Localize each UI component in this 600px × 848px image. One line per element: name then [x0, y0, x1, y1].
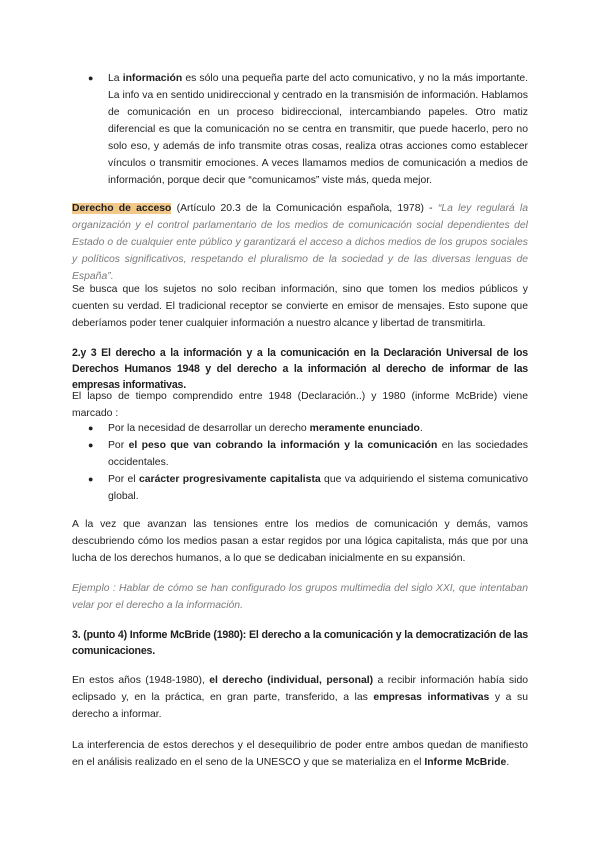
paragraph: Se busca que los sujetos no solo reciban información, sino que tomen los medios públicos y cuenten su verdad. El tradicional receptor se convierte en emisor de mensajes. Esto supone que deberíamos poder tener cualquier información a nuestro alcance y libertad de transmitirla. — [72, 284, 528, 329]
intro-bullet-list — [88, 70, 528, 189]
bullet-icon: ● — [88, 474, 94, 484]
highlighted-term: Derecho de acceso — [72, 203, 172, 214]
section-heading: 3. (punto 4) Informe McBride (1980): El derecho a la comunicación y la democratización de las comunicaciones. — [72, 629, 528, 657]
bullet-list — [88, 420, 528, 505]
paragraph: A la vez que avanzan las tensiones entre los medios de comunicación y demás, vamos descubriendo cómo los medios pasan a estar regidos por una lógica capitalista, más que por una lucha de los derechos humanos, a lo que se dedicaban inicialmente en su expansión. — [72, 519, 528, 564]
list-item: ● Por el carácter progresivamente capitalista que va adquiriendo el sistema comunicativo global. — [88, 471, 528, 505]
bullet-icon: ● — [88, 73, 94, 83]
bullet-icon: ● — [88, 423, 94, 433]
bullet-icon: ● — [88, 440, 94, 450]
section-heading: 2.y 3 El derecho a la información y a la comunicación en la Declaración Universal de los Derechos Humanos 1948 y del derecho a la información al derecho de informar de las empresas informativas. — [72, 347, 528, 391]
paragraph: La interferencia de estos derechos y el desequilibrio de poder entre ambos quedan de manifiesto en el análisis realizado en el seno de la UNESCO y que se materializa en el Informe McBride. — [72, 740, 528, 768]
list-item: ● Por la necesidad de desarrollar un derecho meramente enunciado. — [88, 420, 528, 437]
list-item: ● La información es sólo una pequeña parte del acto comunicativo, y no la más importante. La info va en sentido unidireccional y centrado en la transmisión de información. Hablamos de comunicación en un proceso bidireccional, intercambiando papeles. Otro matiz diferencial es que la comunicación no se centra en transmitir, que puede hacerlo, pero no solo eso, y además de info transmite otras cosas, realiza otras acciones como establecer vínculos o transmitir emociones. A veces llamamos medios de comunicación a medios de información, porque decir que “comunicamos” viste más, queda mejor. — [88, 70, 528, 189]
paragraph: El lapso de tiempo comprendido entre 1948 (Declaración..) y 1980 (informe McBride) viene marcado : — [72, 391, 528, 419]
access-right-paragraph: Derecho de acceso (Artículo 20.3 de la Comunicación española, 1978) - “La ley regulará la organización y el control parlamentario de los medios de comunicación social dependientes del Estado o de cualquier ente público y garantizará el acceso a dichos medios de los grupos sociales y políticos significativos, respetando el pluralismo de la sociedad y de las diversas lenguas de España”. — [72, 203, 529, 282]
example-note: Ejemplo : Hablar de cómo se han configurado los grupos multimedia del siglo XXI, que intentaban velar por el derecho a la información. — [72, 583, 528, 611]
list-item: ● Por el peso que van cobrando la información y la comunicación en las sociedades occidentales. — [88, 437, 528, 471]
law-quote: “La ley regulará la organización y el control parlamentario de los medios de comunicación social dependientes del Estado o de cualquier ente público y garantizará el acceso a dichos medios de los grupos sociales y políticos significativos, respetando el pluralismo de la sociedad y de las diversas lenguas de España”. — [72, 203, 529, 282]
paragraph: En estos años (1948-1980), el derecho (individual, personal) a recibir información había sido eclipsado y, en la práctica, en gran parte, transferido, a las empresas informativas y a su derecho a informar. — [72, 675, 528, 720]
